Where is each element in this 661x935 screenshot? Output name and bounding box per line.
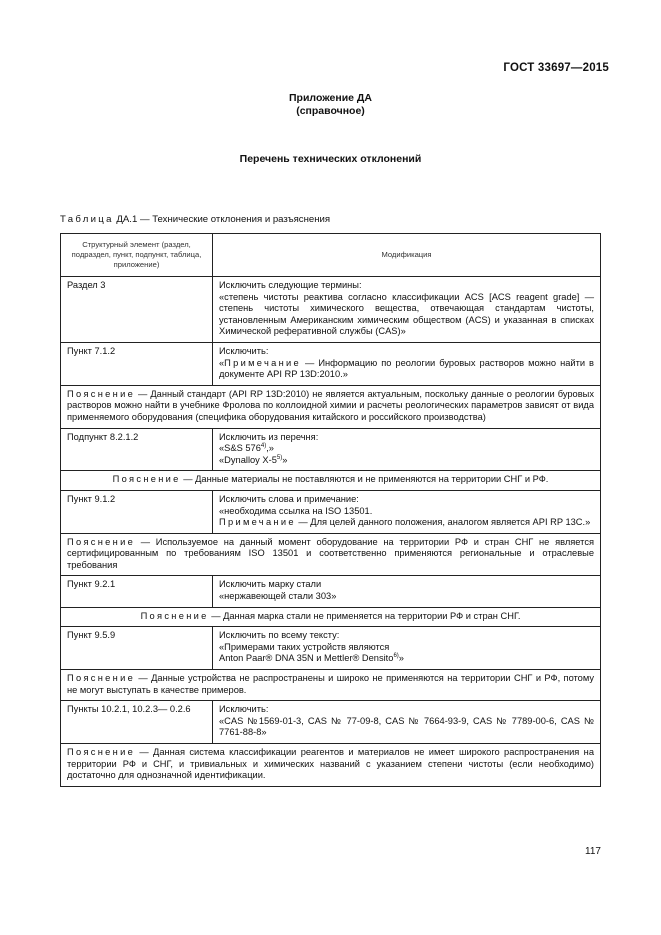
item-text: «S&S 576	[219, 443, 261, 454]
modification-line: Исключить по всему тексту:	[219, 630, 340, 641]
explanation-label: Пояснение	[140, 610, 209, 621]
page-number: 117	[585, 846, 601, 857]
explanation-text: — Данная система классификации реагентов и материалов не имеет широкого распространения на территории РФ и СНГ, и тривиальных и химических названий с указанием степени чистоты (если необходимо) достаточно для однозначной идентификации.	[67, 747, 594, 781]
footnote-ref: 5)	[276, 454, 283, 461]
note-text: — Для целей данного положения, аналогом является API RP 13C.»	[295, 517, 591, 528]
note-text: — Информацию по реологии буровых растворов можно найти в документе API RP 13D:2010.»	[219, 357, 594, 380]
modification-line: Исключить марку стали	[219, 579, 322, 590]
explanation	[61, 533, 601, 576]
modification-line: «Примерами таких устройств являются	[219, 641, 390, 652]
modification-item	[219, 653, 594, 665]
explanation-label: Пояснение	[67, 536, 136, 547]
modification-item	[219, 455, 594, 467]
modification-line: «необходима ссылка на ISO 13501.	[219, 505, 373, 516]
modification-line: «CAS №1569-01-3, CAS № 77-09-8, CAS № 7664-93-9, CAS № 7789-00-6, CAS № 7761-88-8»	[219, 715, 594, 738]
annex-subtitle: (справочное)	[296, 105, 365, 117]
table-row	[61, 428, 601, 471]
table-row	[61, 627, 601, 670]
table-caption	[60, 214, 330, 225]
explanation-row	[61, 385, 601, 428]
table-caption-label: Таблица	[60, 214, 114, 225]
row-element: Раздел 3	[61, 277, 213, 343]
modification-line: Исключить:	[219, 704, 269, 715]
explanation-label: Пояснение	[67, 673, 136, 684]
row-modification	[213, 342, 601, 385]
row-element: Подпункт 8.2.1.2	[61, 428, 213, 471]
explanation	[61, 385, 601, 428]
item-text: «Dynalloy X-5	[219, 454, 277, 465]
footnote-ref: 4)	[260, 443, 267, 450]
explanation-text: — Используемое на данный момент оборудование на территории РФ и стран СНГ не является сертифицированным по требованиям ISO 13501 и соответственно применяются региональные и отраслевые требования	[67, 536, 594, 570]
note-label: Примечание	[219, 517, 296, 528]
note-label: Примечание	[224, 357, 301, 368]
table-row	[61, 277, 601, 343]
row-element: Пункт 9.1.2	[61, 490, 213, 533]
explanation-row	[61, 471, 601, 491]
item-end: »	[282, 454, 288, 465]
explanation-label: Пояснение	[112, 474, 181, 485]
explanation-text: — Данная марка стали не применяется на территории РФ и стран СНГ.	[208, 610, 521, 621]
list-title: Перечень технических отклонений	[239, 153, 422, 165]
item-end: »	[398, 653, 404, 664]
modification-note	[219, 517, 594, 529]
modification-line: Исключить из перечня:	[219, 431, 319, 442]
annex-title: Приложение ДА	[289, 92, 372, 104]
explanation	[61, 670, 601, 701]
explanation	[61, 744, 601, 787]
explanation-text: — Данные материалы не поставляются и не применяются на территории СНГ и РФ.	[180, 474, 549, 485]
modification-line: Исключить следующие термины:	[219, 280, 362, 290]
row-element: Пункт 9.5.9	[61, 627, 213, 670]
deviations-table	[60, 233, 601, 787]
modification-line: Исключить:	[219, 345, 269, 356]
row-modification	[213, 576, 601, 607]
table-row	[61, 490, 601, 533]
explanation-row	[61, 533, 601, 576]
row-modification	[213, 277, 601, 343]
explanation-text: — Данные устройства не распространены и широко не применяются на территории СНГ и РФ, потому не могут выступать в качестве примеров.	[67, 673, 594, 695]
row-element: Пункт 9.2.1	[61, 576, 213, 607]
table-header-row	[61, 234, 601, 277]
explanation-row	[61, 607, 601, 627]
explanation	[61, 471, 601, 491]
explanation-text: — Данный стандарт (API RP 13D:2010) не является актуальным, поскольку данные о реологии буровых растворов можно найти в учебнике Фролова по коллоидной химии и расчеты реологических параметров зависят от вида применяемого оборудования (специфика оборудования китайского и российского производства)	[67, 388, 594, 422]
explanation-label: Пояснение	[67, 747, 136, 757]
note-prefix: «	[219, 357, 225, 368]
row-modification	[213, 428, 601, 471]
annex-heading	[0, 92, 661, 118]
standard-code: ГОСТ 33697—2015	[503, 62, 609, 74]
table-row	[61, 701, 601, 744]
table-row	[61, 576, 601, 607]
explanation-row	[61, 670, 601, 701]
explanation	[61, 607, 601, 627]
modification-item	[219, 443, 594, 455]
item-end: ,»	[266, 443, 274, 454]
row-modification	[213, 627, 601, 670]
modification-line: Исключить слова и примечание:	[219, 493, 359, 504]
modification-line: «степень чистоты реактива согласно классификации ACS [ACS reagent grade] — степень чистоты химического вещества, отвечающая стандартам чистоты, установленным Американским химическим обществом (ACS) и указанная в списках Химической реферативной службы (CAS)»	[219, 291, 594, 337]
modification-note	[219, 358, 594, 381]
header-structural-element: Структурный элемент (раздел, подраздел, пункт, подпункт, таблица, приложение)	[61, 234, 213, 277]
item-text: Anton Paar® DNA 35N и Mettler® Densito	[219, 653, 394, 664]
modification-line: «нержавеющей стали 303»	[219, 591, 337, 602]
explanation-label: Пояснение	[67, 388, 136, 399]
table-caption-text: ДА.1 — Технические отклонения и разъяснения	[116, 214, 331, 225]
table-row	[61, 342, 601, 385]
row-modification	[213, 701, 601, 744]
row-modification	[213, 490, 601, 533]
row-element: Пункт 7.1.2	[61, 342, 213, 385]
row-element: Пункты 10.2.1, 10.2.3— 0.2.6	[61, 701, 213, 744]
header-modification: Модификация	[213, 234, 601, 277]
footnote-ref: 6)	[393, 653, 399, 660]
explanation-row	[61, 744, 601, 787]
